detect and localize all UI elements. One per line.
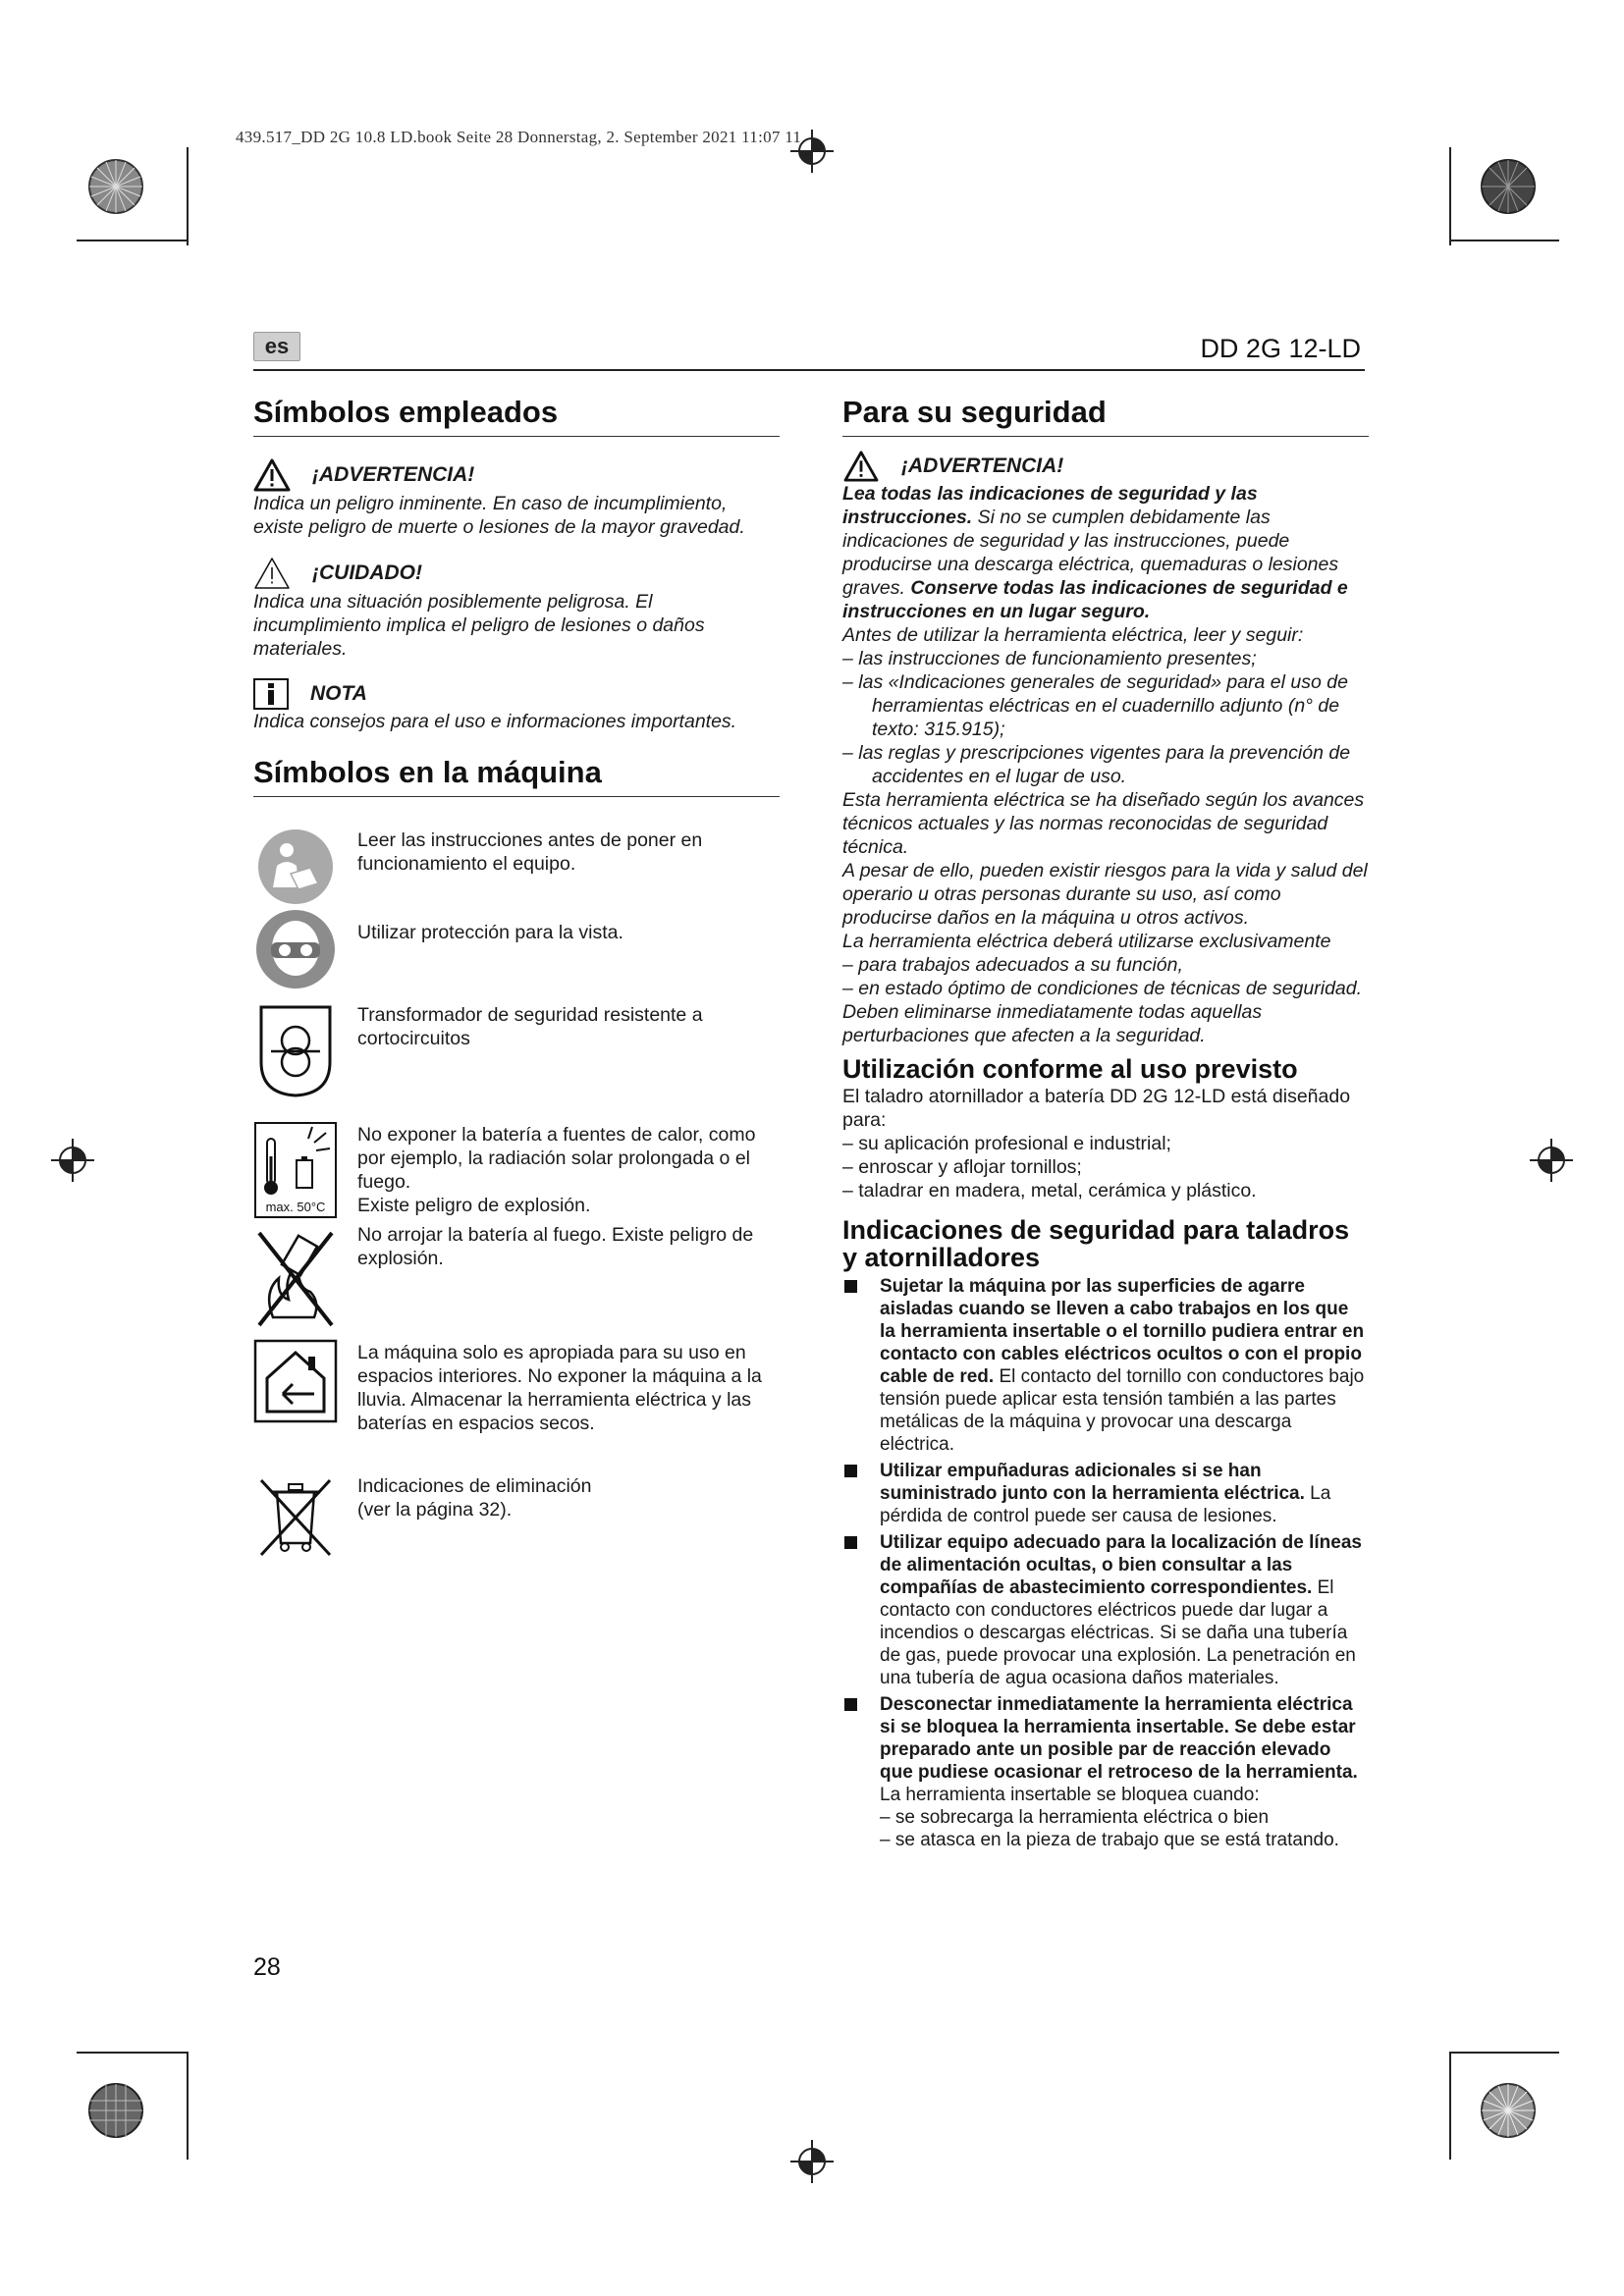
- intended-use-intro: El taladro atornillador a batería DD 2G 12-LD está diseñado para:: [842, 1086, 1351, 1131]
- symbol-row: [253, 1474, 780, 1563]
- warning-triangle-icon: [253, 458, 291, 492]
- symbol-text: No exponer la batería a fuentes de calor, como por ejemplo, la radiación solar prolongada o el fuego. Existe peligro de explosión.: [357, 1124, 756, 1216]
- exclusive-use-list: [842, 953, 1369, 1000]
- crop-mark: [1449, 2052, 1451, 2160]
- square-bullet-icon: [844, 1698, 857, 1711]
- drill-safety-heading: Indicaciones de seguridad para taladros y atornilladores: [842, 1215, 1350, 1272]
- symbol-row: [253, 1001, 780, 1111]
- crop-mark: [1449, 2052, 1559, 2054]
- safety-rule: Desconectar inmediatamente la herramienta eléctrica si se bloquea la herramienta insertable. Se debe estar preparado ante un posible par de reacción elevado que pudiese ocasionar el retroceso de la herramienta.: [880, 1694, 1358, 1783]
- page-number: 28: [253, 1953, 281, 1981]
- registration-mark-icon: [86, 157, 145, 216]
- list-item: – taladrar en madera, metal, cerámica y plástico.: [842, 1180, 1257, 1201]
- safety-explanation: El contacto del tornillo con conductores bajo tensión puede aplicar esta tensión también a las partes metálicas de la máquina y provocar una descarga eléctrica.: [880, 1366, 1365, 1455]
- crop-mark: [77, 240, 187, 241]
- safety-warning-label: ¡ADVERTENCIA!: [901, 454, 1064, 477]
- warning-keep-instructions: Conserve todas las indicaciones de seguridad e instrucciones en un lugar seguro.: [842, 577, 1348, 622]
- crop-mark: [1449, 240, 1559, 241]
- drill-safety-list: [842, 1275, 1369, 1851]
- symbol-text: Transformador de seguridad resistente a cortocircuitos: [357, 1004, 703, 1049]
- crosshair-mark-icon: [788, 2138, 836, 2185]
- warning-notice-head: [253, 458, 780, 492]
- symbols-heading: Símbolos empleados: [253, 391, 780, 437]
- safety-explanation: La herramienta insertable se bloquea cuando:: [880, 1785, 1260, 1805]
- list-item: – las «Indicaciones generales de seguridad» para el uso de herramientas eléctricas en el cuadernillo adjunto (n° de texto: 315.915);: [842, 671, 1348, 740]
- caution-notice-head: [253, 557, 780, 590]
- sub-item: – se sobrecarga la herramienta eléctrica o bien: [880, 1807, 1270, 1828]
- design-text: Esta herramienta eléctrica se ha diseñado según los avances técnicos actuales y las normas reconocidas de seguridad técnica.: [842, 789, 1365, 858]
- before-use-list: [842, 647, 1369, 788]
- caution-label: ¡CUIDADO!: [312, 561, 422, 584]
- note-description: Indica consejos para el uso e informaciones importantes.: [253, 711, 737, 732]
- list-item: – en estado óptimo de condiciones de técnicas de seguridad.: [842, 978, 1363, 999]
- list-item: – enroscar y aflojar tornillos;: [842, 1156, 1082, 1178]
- safety-heading: Para su seguridad: [842, 391, 1369, 437]
- model-name: DD 2G 12-LD: [1200, 334, 1361, 363]
- exclusive-use-text: La herramienta eléctrica deberá utilizarse exclusivamente: [842, 931, 1331, 952]
- right-column: [842, 391, 1369, 1855]
- list-item: [842, 1693, 1369, 1851]
- read-manual-icon: [253, 827, 338, 907]
- eliminate-text: Deben eliminarse inmediatamente todas aquellas perturbaciones que afecten a la seguridad.: [842, 1001, 1263, 1046]
- print-header: 439.517_DD 2G 10.8 LD.book Seite 28 Donnerstag, 2. September 2021 11:07 11: [236, 128, 802, 146]
- machine-symbols-list: [253, 827, 780, 1563]
- crosshair-mark-icon: [49, 1137, 96, 1184]
- left-column: [253, 391, 780, 1563]
- symbol-text: Indicaciones de eliminación (ver la página 32).: [357, 1475, 592, 1521]
- info-icon: [253, 678, 289, 710]
- indoor-use-icon: [253, 1339, 338, 1423]
- list-item: [842, 1275, 1369, 1456]
- note-label: NOTA: [310, 682, 367, 705]
- crosshair-mark-icon: [1528, 1137, 1575, 1184]
- list-item: – las reglas y prescripciones vigentes para la prevención de accidentes en el lugar de uso.: [842, 742, 1351, 787]
- crop-mark: [1449, 147, 1451, 245]
- heat-warning-icon: [253, 1121, 338, 1219]
- sub-item: – se atasca en la pieza de trabajo que se está tratando.: [880, 1830, 1339, 1850]
- symbol-text: No arrojar la batería al fuego. Existe peligro de explosión.: [357, 1224, 754, 1269]
- symbol-row: [253, 827, 780, 907]
- intended-use-list: [842, 1132, 1369, 1202]
- warning-description: Indica un peligro inminente. En caso de incumplimiento, existe peligro de muerte o lesiones de la mayor gravedad.: [253, 493, 745, 538]
- safety-rule: Sujetar la máquina por las superficies de agarre aisladas cuando se lleven a cabo trabajos en los que la herramienta insertable o el tornillo pudiera entrar en contacto con cables eléctricos ocultos o con el propio cable de red.: [880, 1276, 1365, 1387]
- language-tag: es: [253, 332, 300, 361]
- symbol-text: Leer las instrucciones antes de poner en funcionamiento el equipo.: [357, 829, 703, 875]
- crosshair-mark-icon: [788, 128, 836, 175]
- heat-limit-label: max. 50°C: [265, 1200, 326, 1214]
- before-use-text: Antes de utilizar la herramienta eléctrica, leer y seguir:: [842, 624, 1304, 646]
- warning-triangle-icon: [842, 451, 880, 482]
- eye-protection-icon: [253, 907, 338, 991]
- warning-consequence: Si no se cumplen debidamente las indicaciones de seguridad y las instrucciones, puede producirse una descarga eléctrica, quemaduras o lesiones graves.: [842, 507, 1339, 599]
- symbol-text: Utilizar protección para la vista.: [357, 922, 623, 943]
- symbol-row: [253, 907, 780, 993]
- no-fire-icon: [253, 1223, 338, 1333]
- crop-mark: [187, 147, 189, 245]
- safety-transformer-icon: [253, 1001, 338, 1099]
- registration-mark-icon: [86, 2081, 145, 2140]
- list-item: – para trabajos adecuados a su función,: [842, 954, 1183, 976]
- header-divider: [253, 369, 1365, 371]
- square-bullet-icon: [844, 1536, 857, 1549]
- safety-rule: Utilizar empuñaduras adicionales si se han suministrado junto con la herramienta eléctrica.: [880, 1461, 1305, 1504]
- registration-mark-icon: [1479, 157, 1538, 216]
- list-item: – su aplicación profesional e industrial;: [842, 1133, 1171, 1154]
- list-item: [842, 1460, 1369, 1527]
- square-bullet-icon: [844, 1465, 857, 1477]
- disposal-bin-icon: [253, 1474, 338, 1559]
- registration-mark-icon: [1479, 2081, 1538, 2140]
- symbol-row: [253, 1339, 780, 1474]
- caution-description: Indica una situación posiblemente peligrosa. El incumplimiento implica el peligro de lesiones o daños materiales.: [253, 591, 705, 660]
- crop-mark: [77, 2052, 187, 2054]
- list-item: [842, 1531, 1369, 1689]
- machine-symbols-heading: Símbolos en la máquina: [253, 751, 780, 797]
- warning-label: ¡ADVERTENCIA!: [312, 463, 475, 486]
- symbol-text: La máquina solo es apropiada para su uso en espacios interiores. No exponer la máquina a la lluvia. Almacenar la herramienta eléctrica y las baterías en espacios secos.: [357, 1342, 762, 1434]
- symbol-row: [253, 1121, 780, 1223]
- risk-text: A pesar de ello, pueden existir riesgos para la vida y salud del operario u otras personas durante su uso, así como producirse daños en la máquina u otros activos.: [842, 860, 1368, 929]
- list-item: – las instrucciones de funcionamiento presentes;: [842, 648, 1257, 669]
- warning-read-all: Lea todas las indicaciones de seguridad y las instrucciones.: [842, 483, 1258, 528]
- crop-mark: [187, 2052, 189, 2160]
- safety-explanation: El contacto con conductores eléctricos puede dar lugar a incendios o descargas eléctricas. Si se daña una tubería de gas, puede provocar una explosión. La penetración en una tubería de agua ocasiona daños materiales.: [880, 1577, 1356, 1688]
- safety-explanation: La pérdida de control puede ser causa de lesiones.: [880, 1483, 1331, 1526]
- safety-rule: Utilizar equipo adecuado para la localización de líneas de alimentación ocultas, o bien consultar a las compañías de abastecimiento correspondientes.: [880, 1532, 1362, 1598]
- note-notice-head: [253, 678, 780, 710]
- safety-warning-head: [842, 451, 1369, 482]
- symbol-row: [253, 1223, 780, 1335]
- intended-use-heading: Utilización conforme al uso previsto: [842, 1054, 1298, 1084]
- warning-paragraph: [842, 482, 1369, 623]
- square-bullet-icon: [844, 1280, 857, 1293]
- caution-triangle-icon: [253, 557, 291, 590]
